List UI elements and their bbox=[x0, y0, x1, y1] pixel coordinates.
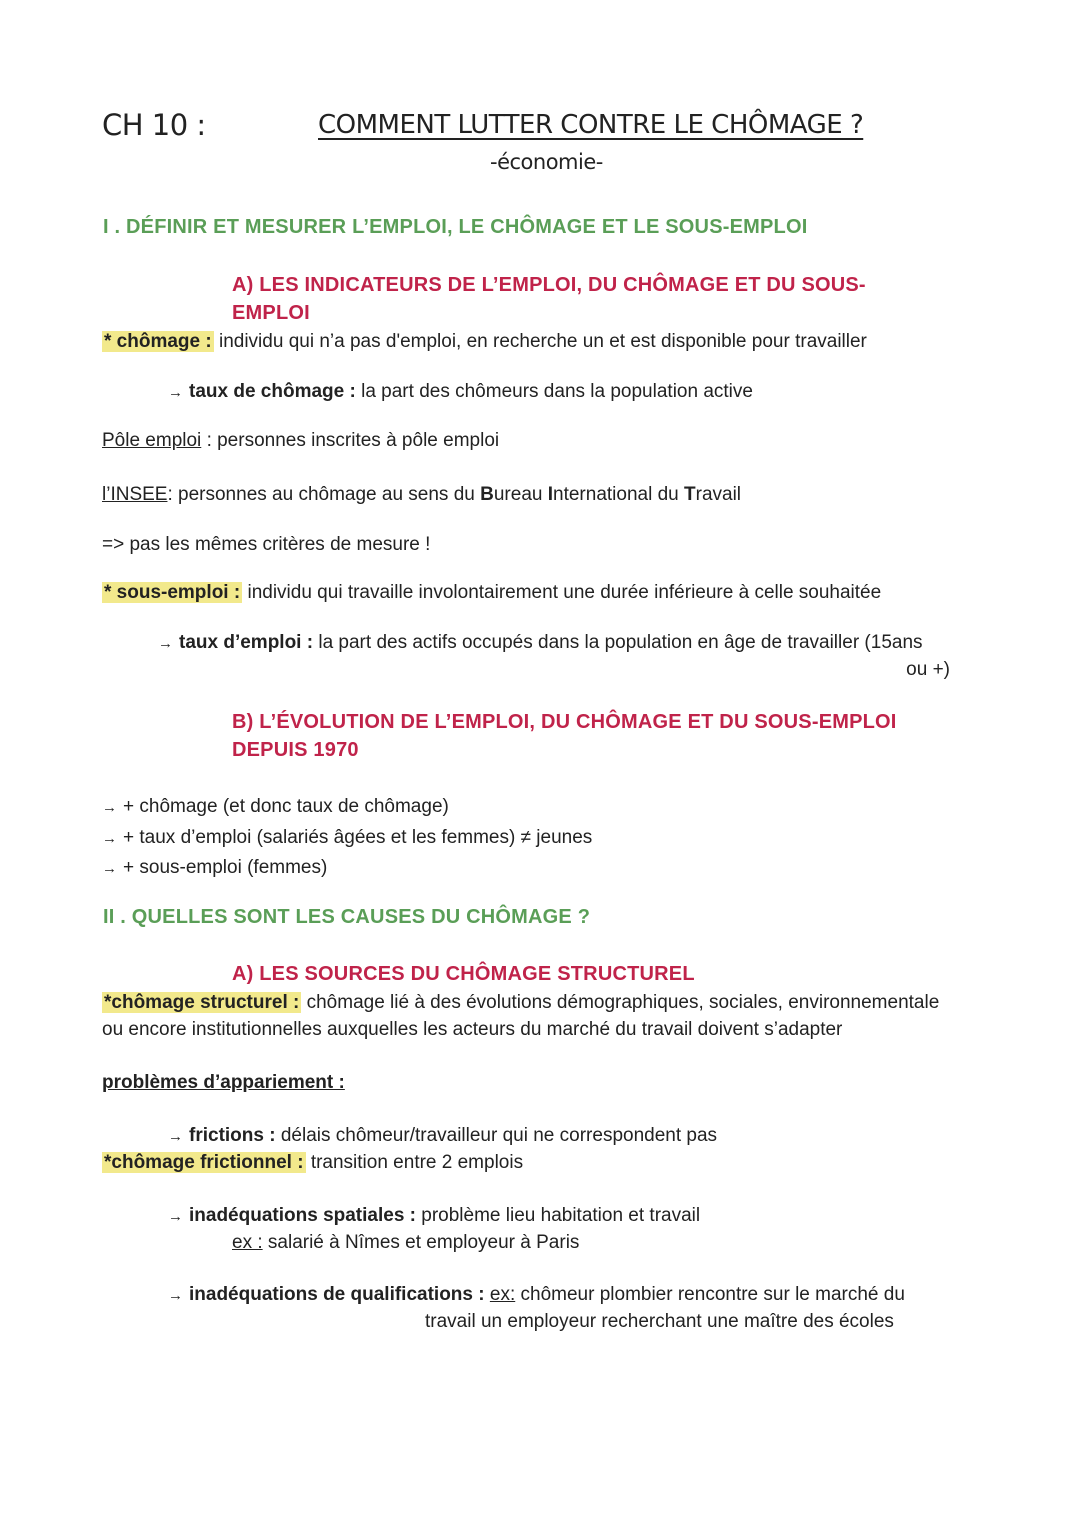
insee-i: I bbox=[547, 484, 554, 505]
insee-b: B bbox=[480, 484, 494, 505]
def-chomage: individu qui n’a pas d'emploi, en recherche un et est disponible pour travailler bbox=[218, 331, 867, 352]
insee-t-rest: ravail bbox=[695, 484, 742, 505]
page-subtitle: -économie- bbox=[490, 150, 603, 174]
section-1a-heading-line2: EMPLOI bbox=[232, 302, 310, 324]
definition-structurel bbox=[102, 989, 939, 1016]
term-frictions: frictions : bbox=[189, 1125, 276, 1146]
definition-chomage bbox=[102, 328, 867, 355]
def-spatiales: problème lieu habitation et travail bbox=[421, 1205, 701, 1226]
def-structurel-cont: ou encore institutionnelles auxquelles les acteurs du marché du travail doivent s’adapter bbox=[102, 1019, 843, 1040]
arrow-icon: → bbox=[102, 860, 117, 877]
definition-insee bbox=[102, 481, 741, 508]
section-1-heading: I . DÉFINIR ET MESURER L’EMPLOI, LE CHÔMAGE ET LE SOUS-EMPLOI bbox=[103, 216, 808, 238]
term-structurel: *chômage structurel : bbox=[104, 992, 300, 1013]
page-title: COMMENT LUTTER CONTRE LE CHÔMAGE ? bbox=[318, 110, 864, 140]
def-sous-emploi: individu qui travaille involontairement une durée inférieure à celle souhaitée bbox=[247, 582, 882, 603]
def-taux-chomage: la part des chômeurs dans la population active bbox=[361, 381, 753, 402]
section-2a-heading: A) LES SOURCES DU CHÔMAGE STRUCTUREL bbox=[232, 963, 695, 985]
def-qualifications-cont: travail un employeur recherchant une maître des écoles bbox=[425, 1311, 894, 1332]
insee-b-rest: ureau bbox=[493, 484, 548, 505]
insee-i-rest: nternational du bbox=[553, 484, 685, 505]
section-1a-heading bbox=[232, 271, 866, 327]
term-spatiales: inadéquations spatiales : bbox=[189, 1205, 416, 1226]
definition-spatiales bbox=[168, 1202, 700, 1230]
term-frictionnel: *chômage frictionnel : bbox=[104, 1152, 304, 1173]
def-structurel: chômage lié à des évolutions démographiques, sociales, environnementale bbox=[306, 992, 940, 1013]
term-taux-emploi: taux d’emploi : bbox=[179, 632, 314, 653]
def-pole-emploi: : personnes inscrites à pôle emploi bbox=[206, 430, 500, 451]
definition-frictions bbox=[168, 1122, 717, 1150]
def-taux-emploi-cont: ou +) bbox=[906, 659, 950, 680]
definition-taux-emploi bbox=[158, 629, 923, 657]
ex-spatial-text: salarié à Nîmes et employeur à Paris bbox=[267, 1232, 580, 1253]
term-taux-chomage: taux de chômage : bbox=[189, 381, 356, 402]
section-2-heading: II . QUELLES SONT LES CAUSES DU CHÔMAGE ? bbox=[103, 906, 591, 928]
evolution-list bbox=[102, 792, 592, 884]
def-taux-emploi: la part des actifs occupés dans la population en âge de travailler (15ans bbox=[318, 632, 923, 653]
def-frictionnel: transition entre 2 emplois bbox=[310, 1152, 524, 1173]
term-sous-emploi: * sous-emploi : bbox=[104, 582, 241, 603]
ex-label: ex: bbox=[489, 1284, 516, 1305]
arrow-icon: → bbox=[168, 384, 183, 401]
insee-t: T bbox=[684, 484, 696, 505]
section-1b-heading-line1: B) L’ÉVOLUTION DE L’EMPLOI, DU CHÔMAGE ET DU SOUS-EMPLOI bbox=[232, 711, 897, 733]
def-frictions: délais chômeur/travailleur qui ne correspondent pas bbox=[280, 1125, 718, 1146]
definition-sous-emploi bbox=[102, 579, 881, 606]
def-qualifications: chômeur plombier rencontre sur le marché du bbox=[520, 1284, 905, 1305]
arrow-icon: → bbox=[168, 1128, 183, 1145]
arrow-icon: → bbox=[102, 829, 117, 847]
term-insee: l’INSEE bbox=[102, 484, 168, 505]
list-item: → + sous-emploi (femmes) bbox=[102, 857, 328, 878]
list-item: → + chômage (et donc taux de chômage) bbox=[102, 796, 449, 817]
section-1a-heading-line1: A) LES INDICATEURS DE L’EMPLOI, DU CHÔMAGE ET DU SOUS- bbox=[232, 274, 866, 296]
term-chomage: * chômage : bbox=[104, 331, 212, 352]
term-qualifications: inadéquations de qualifications : bbox=[189, 1284, 485, 1305]
arrow-icon: → bbox=[168, 1287, 183, 1304]
definition-pole-emploi bbox=[102, 427, 499, 454]
arrow-icon: → bbox=[102, 799, 117, 816]
arrow-icon: → bbox=[168, 1208, 183, 1225]
appariement-heading: problèmes d’appariement : bbox=[102, 1072, 345, 1093]
ex-label: ex : bbox=[232, 1232, 263, 1253]
definition-qualifications bbox=[168, 1281, 905, 1309]
def-insee-a: : personnes au chômage au sens du bbox=[167, 484, 481, 505]
section-1b-heading bbox=[232, 708, 897, 764]
chapter-label: CH 10 : bbox=[102, 108, 206, 142]
definition-taux-chomage bbox=[168, 378, 753, 406]
example-spatial bbox=[232, 1229, 579, 1256]
list-item: → + taux d’emploi (salariés âgées et les femmes) ≠ jeunes bbox=[102, 826, 593, 848]
definition-frictionnel bbox=[102, 1149, 523, 1176]
term-pole-emploi: Pôle emploi bbox=[102, 430, 202, 451]
section-1b-heading-line2: DEPUIS 1970 bbox=[232, 739, 359, 761]
criteria-note: => pas les mêmes critères de mesure ! bbox=[102, 534, 431, 555]
arrow-icon: → bbox=[158, 635, 173, 652]
